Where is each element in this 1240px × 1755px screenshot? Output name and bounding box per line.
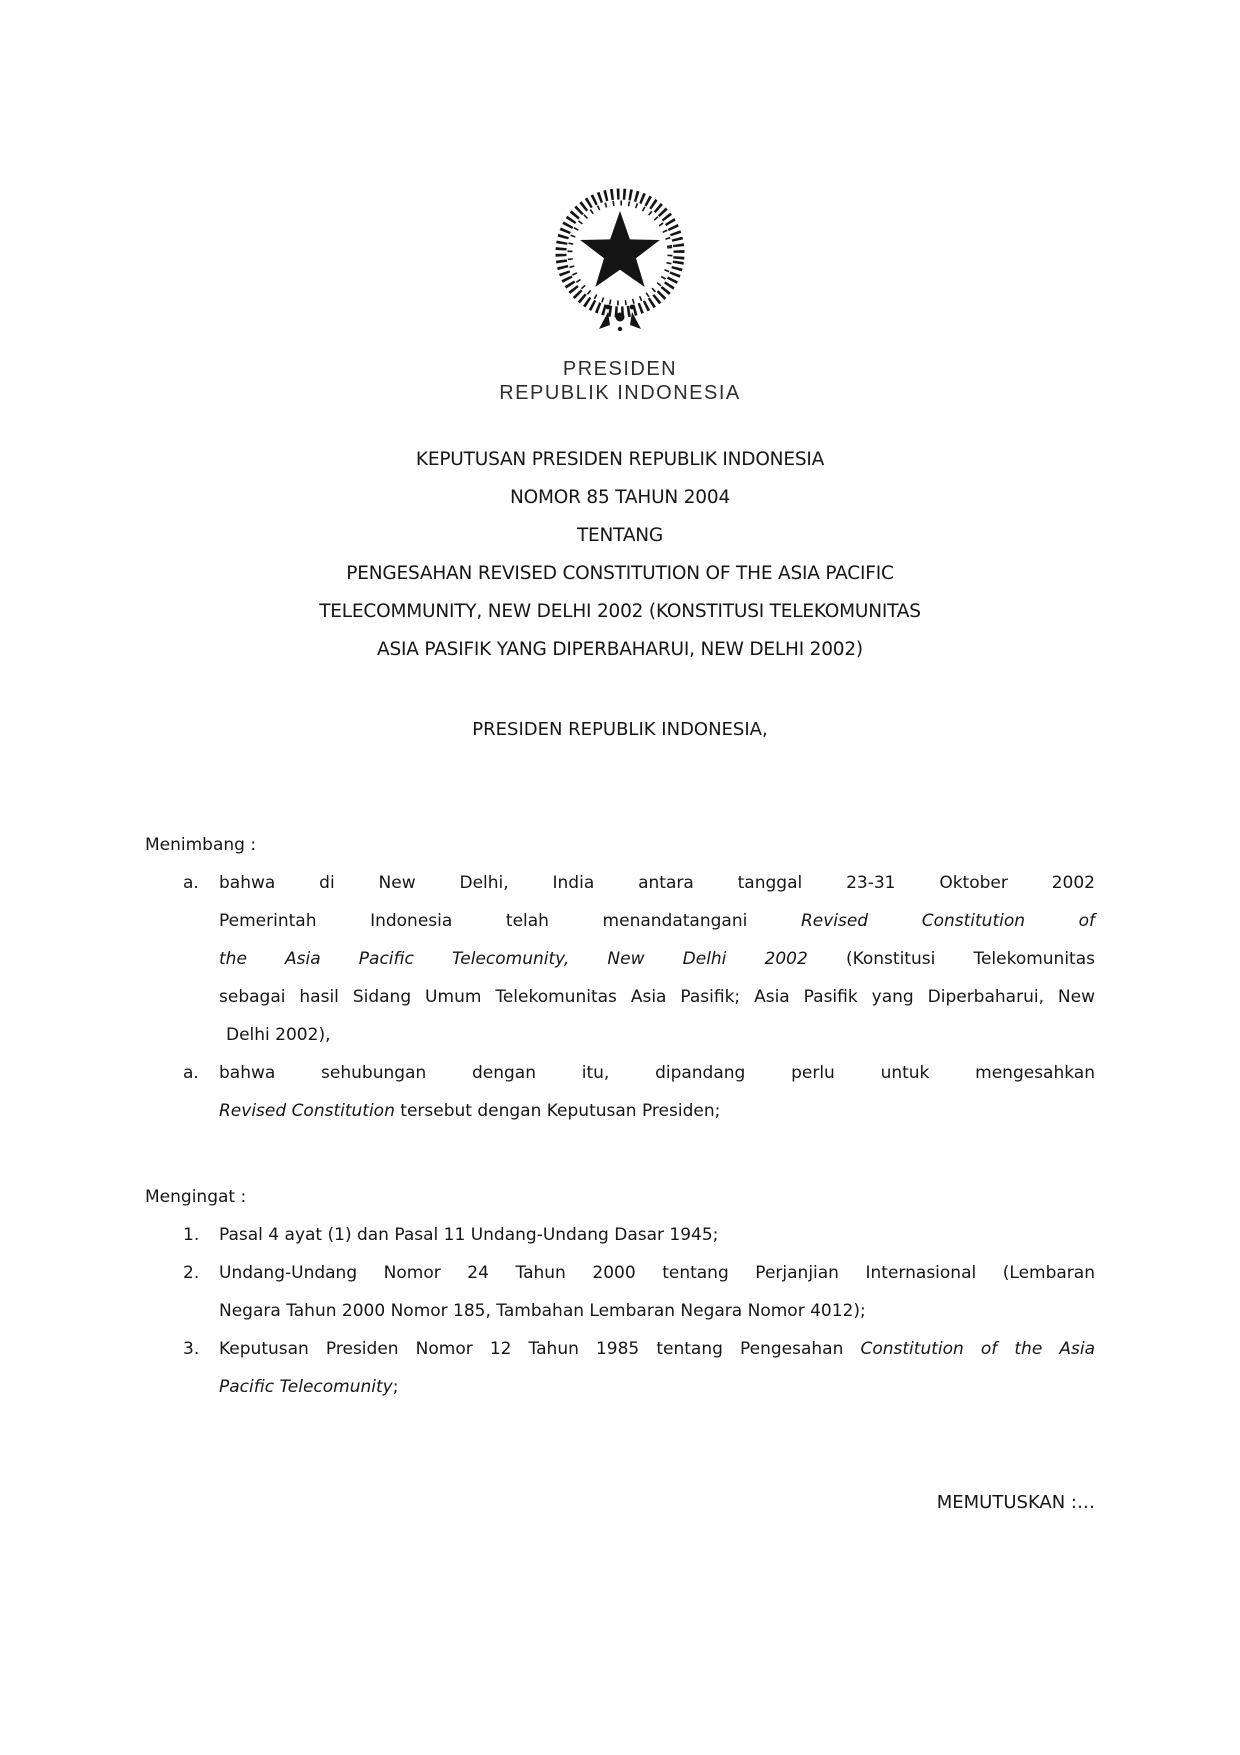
text-segment: Pasal 4 ayat (1) dan Pasal 11 Undang-Undang Dasar 1945; bbox=[219, 1225, 719, 1245]
mengingat-item-1-line-1 bbox=[145, 1216, 1095, 1254]
text-segment: Pemerintah Indonesia telah menandatangani bbox=[219, 911, 801, 931]
italic-text-segment: the Asia Pacific Telecomunity, New Delhi 2002 bbox=[219, 949, 808, 969]
italic-text-segment: Pacific Telecomunity bbox=[219, 1377, 393, 1397]
letterhead-republik-indonesia: REPUBLIK INDONESIA bbox=[499, 382, 741, 404]
italic-text-segment: Revised Constitution bbox=[219, 1101, 395, 1121]
menimbang-section bbox=[145, 826, 1095, 1130]
mengingat-item-3-line-2 bbox=[145, 1368, 1095, 1406]
mengingat-item-3-line-1 bbox=[145, 1330, 1095, 1368]
italic-text-segment: Constitution of the Asia bbox=[860, 1339, 1096, 1359]
item-number: 1. bbox=[183, 1225, 200, 1245]
text-segment: bahwa sehubungan dengan itu, dipandang perlu untuk mengesahkan bbox=[219, 1063, 1095, 1083]
title-line-3: TENTANG bbox=[576, 525, 664, 546]
letterhead bbox=[145, 357, 1095, 405]
text-segment: Delhi 2002), bbox=[226, 1025, 331, 1045]
item-number: a. bbox=[183, 873, 199, 893]
menimbang-item-a1-line-2 bbox=[145, 902, 1095, 940]
memutuskan-catchword: MEMUTUSKAN :… bbox=[936, 1492, 1095, 1513]
decree-title bbox=[145, 441, 1095, 669]
mengingat-section bbox=[145, 1178, 1095, 1406]
letterhead-presiden: PRESIDEN bbox=[562, 358, 678, 380]
section-label-menimbang: Menimbang : bbox=[145, 835, 257, 855]
star-wreath-icon bbox=[543, 183, 697, 339]
section-label-mengingat: Mengingat : bbox=[145, 1187, 247, 1207]
menimbang-item-a2-line-1 bbox=[145, 1054, 1095, 1092]
menimbang-item-a1-line-4 bbox=[145, 978, 1095, 1016]
italic-text-segment: Revised Constitution of bbox=[800, 911, 1096, 931]
text-segment: tersebut dengan Keputusan Presiden; bbox=[394, 1101, 721, 1121]
text-segment: Keputusan Presiden Nomor 12 Tahun 1985 tentang Pengesahan bbox=[219, 1339, 861, 1359]
salutation: PRESIDEN REPUBLIK INDONESIA, bbox=[472, 719, 768, 740]
title-line-6: ASIA PASIFIK YANG DIPERBAHARUI, NEW DELHI 2002) bbox=[377, 639, 863, 660]
text-segment: ; bbox=[392, 1377, 399, 1397]
item-number: 2. bbox=[183, 1263, 200, 1283]
menimbang-item-a1-line-1 bbox=[145, 864, 1095, 902]
menimbang-item-a1-line-3 bbox=[145, 940, 1095, 978]
presidential-emblem bbox=[543, 183, 697, 339]
item-number: a. bbox=[183, 1063, 199, 1083]
title-line-4: PENGESAHAN REVISED CONSTITUTION OF THE ASIA PACIFIC bbox=[346, 563, 894, 584]
title-line-2: NOMOR 85 TAHUN 2004 bbox=[509, 487, 731, 508]
menimbang-item-a2-line-2 bbox=[145, 1092, 1095, 1130]
text-segment: bahwa di New Delhi, India antara tanggal 23-31 Oktober 2002 bbox=[219, 873, 1095, 893]
menimbang-item-a1-line-5 bbox=[145, 1016, 1095, 1054]
title-line-1: KEPUTUSAN PRESIDEN REPUBLIK INDONESIA bbox=[415, 449, 825, 470]
title-line-5: TELECOMMUNITY, NEW DELHI 2002 (KONSTITUSI TELEKOMUNITAS bbox=[319, 601, 921, 622]
mengingat-item-2-line-1 bbox=[145, 1254, 1095, 1292]
text-segment: sebagai hasil Sidang Umum Telekomunitas Asia Pasifik; Asia Pasifik yang Diperbaharui, New bbox=[219, 987, 1095, 1007]
mengingat-item-2-line-2 bbox=[145, 1292, 1095, 1330]
text-segment: Negara Tahun 2000 Nomor 185, Tambahan Lembaran Negara Nomor 4012); bbox=[219, 1301, 866, 1321]
text-segment: Undang-Undang Nomor 24 Tahun 2000 tentang Perjanjian Internasional (Lembaran bbox=[219, 1263, 1095, 1283]
item-number: 3. bbox=[183, 1339, 200, 1359]
text-segment: (Konstitusi Telekomunitas bbox=[807, 949, 1095, 969]
